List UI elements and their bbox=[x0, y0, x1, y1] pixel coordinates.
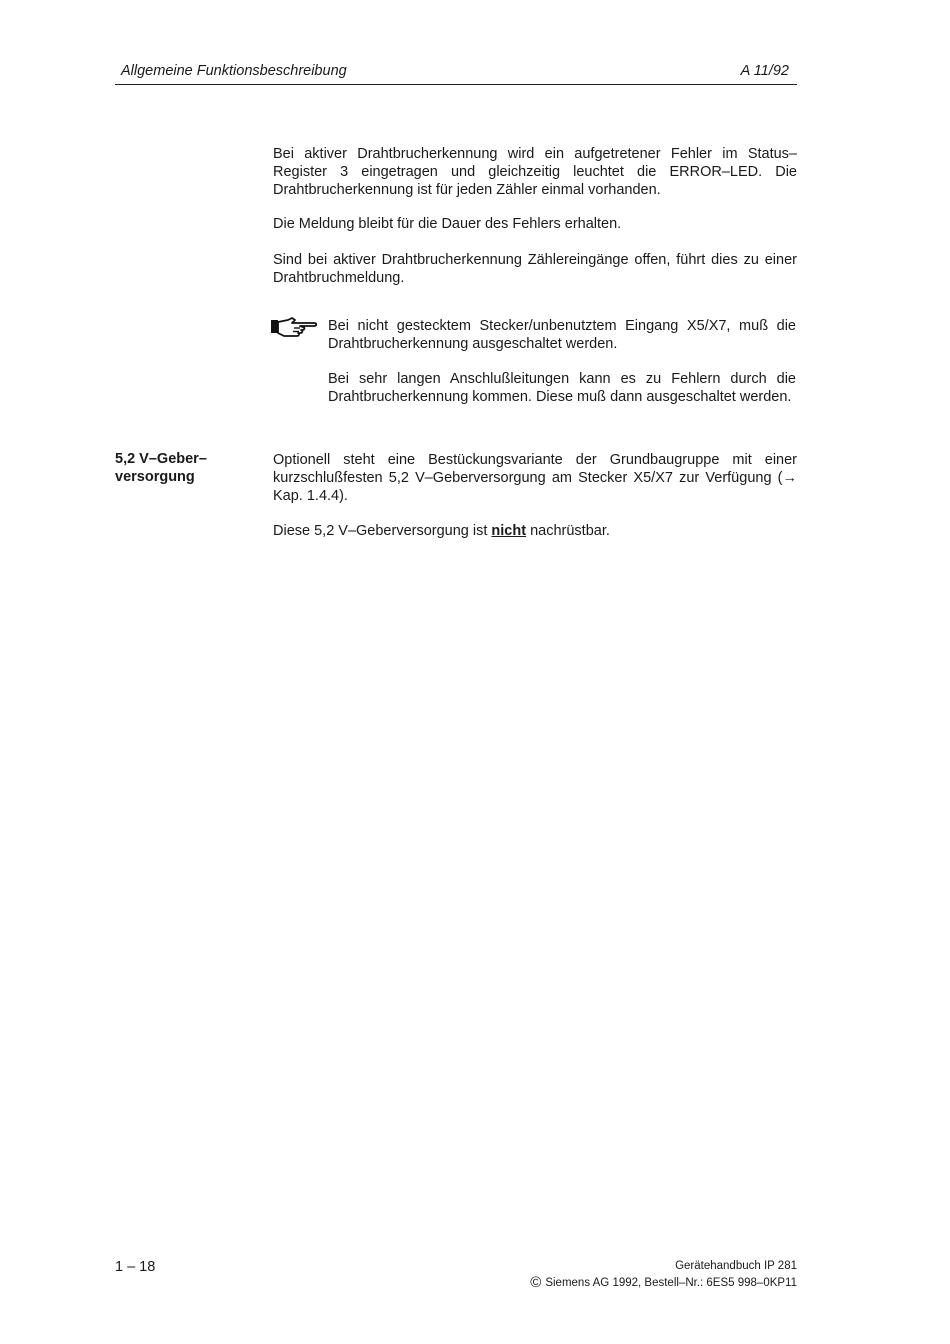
note-long-cables: Bei sehr langen Anschlußleitungen kann es zu Fehlern durch die Drahtbrucherkennung kommen. Diese muß dann ausgeschaltet werden. bbox=[328, 371, 796, 405]
page-footer bbox=[530, 1258, 797, 1291]
paragraph-wire-break-status: Bei aktiver Drahtbrucherkennung wird ein aufgetretener Fehler im Status–Register 3 eingetragen und gleichzeitig leuchtet die ERROR–LED. Die Drahtbrucherkennung ist für jeden Zähler einmal vorhanden. bbox=[273, 146, 797, 198]
copyright-text: Siemens AG 1992, Bestell–Nr.: 6ES5 998–0KP11 bbox=[545, 1277, 797, 1289]
emphasis-nicht: nicht bbox=[491, 523, 527, 539]
paragraph-supply-option: Optionell steht eine Bestückungsvariante der Grundbaugruppe mit einer kurzschlußfesten 5,2 V–Geberversorgung am Stecker X5/X7 zur Verfügung (→ Kap. 1.4.4). bbox=[273, 452, 797, 504]
paragraph-open-inputs: Sind bei aktiver Drahtbrucherkennung Zählereingänge offen, führt dies zu einer Drahtbruchmeldung. bbox=[273, 252, 797, 286]
para5-text-after: nachrüstbar. bbox=[526, 523, 610, 539]
header-version: A 11/92 bbox=[740, 63, 789, 79]
manual-title: Gerätehandbuch IP 281 bbox=[675, 1260, 797, 1272]
copyright-line bbox=[530, 1274, 797, 1291]
page-number: 1 – 18 bbox=[115, 1259, 156, 1275]
side-heading-line-1: 5,2 V–Geber– bbox=[115, 451, 207, 467]
side-heading-line-2: versorgung bbox=[115, 469, 195, 485]
paragraph-not-retrofittable bbox=[273, 522, 797, 540]
header-title: Allgemeine Funktionsbeschreibung bbox=[121, 63, 347, 79]
pointing-hand-icon bbox=[270, 316, 320, 338]
paragraph-message-duration: Die Meldung bleibt für die Dauer des Fehlers erhalten. bbox=[273, 216, 622, 232]
side-heading bbox=[115, 450, 255, 486]
note-unused-input: Bei nicht gestecktem Stecker/unbenutztem Eingang X5/X7, muß die Drahtbrucherkennung ausgeschaltet werden. bbox=[328, 318, 796, 352]
copyright-symbol: © bbox=[530, 1274, 542, 1291]
para5-text-before: Diese 5,2 V–Geberversorgung ist bbox=[273, 523, 492, 539]
page-header bbox=[115, 62, 797, 85]
